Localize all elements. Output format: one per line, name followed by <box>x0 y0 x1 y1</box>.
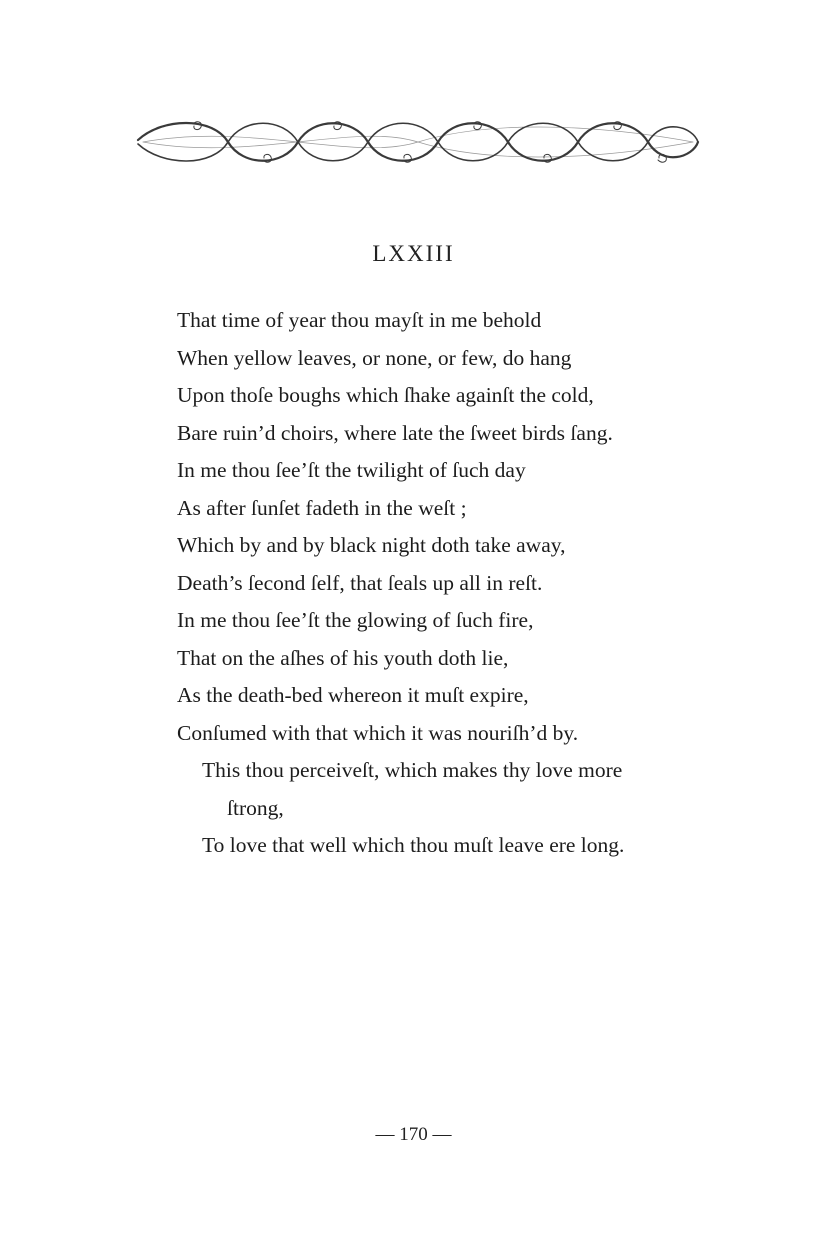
couplet-line: To love that well which thou muſt leave ere long. <box>202 833 625 857</box>
poem-line: Upon thoſe boughs which ſhake againſt the cold, <box>177 383 594 407</box>
sonnet-number-heading: LXXIII <box>372 241 455 266</box>
poem-line: Conſumed with that which it was nouriſh’d by. <box>177 720 579 745</box>
poem-line: Which by and by black night doth take away, <box>177 533 566 557</box>
poem-line: In me thou ſee’ſt the glowing of ſuch fire, <box>177 608 534 632</box>
poem-line: In me thou ſee’ſt the twilight of ſuch day <box>177 458 526 482</box>
poem-line: Bare ruin’d choirs, where late the ſweet birds ſang. <box>177 420 613 445</box>
poem-line: That on the aſhes of his youth doth lie, <box>177 645 509 670</box>
poem-line: When yellow leaves, or none, or few, do hang <box>177 345 572 370</box>
poem-line: As after ſunſet fadeth in the weſt ; <box>177 495 467 520</box>
sonnet-text <box>177 302 697 865</box>
page-number: — 170 — <box>375 1124 452 1145</box>
poem-line: As the death-bed whereon it muſt expire, <box>177 683 529 707</box>
decorative-flourish-ornament <box>133 112 703 172</box>
couplet-line: This thou perceiveſt, which makes thy love more <box>202 758 623 782</box>
poem-line: Death’s ſecond ſelf, that ſeals up all in reſt. <box>177 570 543 595</box>
poem-line: That time of year thou mayſt in me behold <box>177 308 542 332</box>
couplet-line-continuation: ſtrong, <box>227 795 284 820</box>
